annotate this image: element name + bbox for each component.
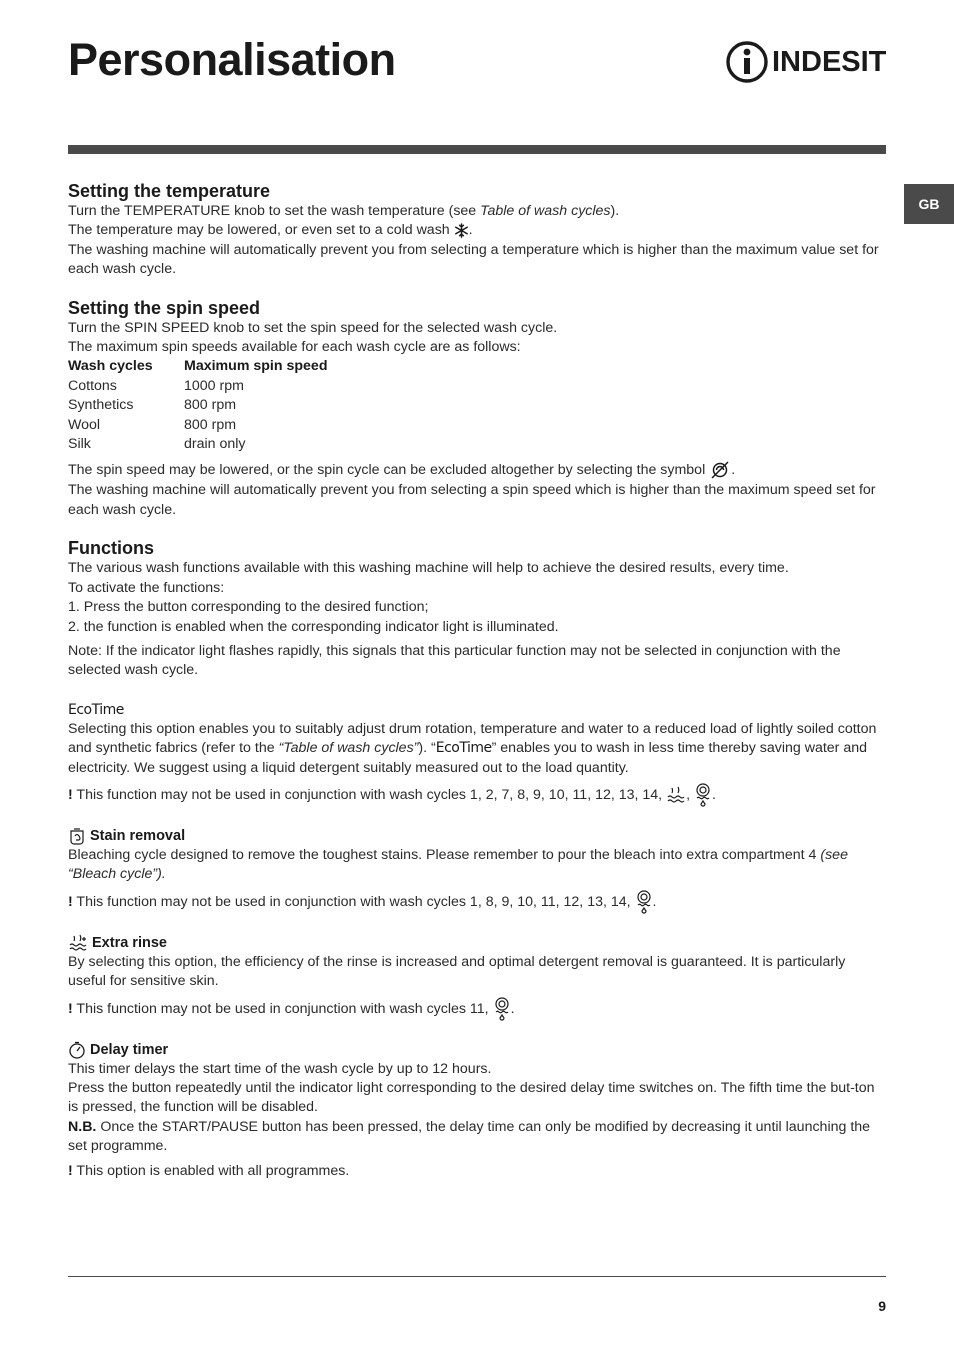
page-number: 9 — [878, 1298, 886, 1314]
table-row — [68, 416, 886, 435]
stain-removal-text: Bleaching cycle designed to remove the toughest stains. Please remember to pour the bleach into extra compartment 4 (see “Bleach cycle”). — [68, 846, 848, 883]
spin-line-4: The washing machine will automatically prevent you from selecting a spin speed which is higher than the maximum speed set for each wash cycle. — [68, 482, 876, 518]
table-header-cell: Maximum spin speed — [184, 358, 328, 375]
table-cell: Synthetics — [68, 397, 134, 414]
functions-line-2: To activate the functions: — [68, 579, 225, 596]
stain-removal-warning: ! This function may not be used in conjunction with wash cycles 1, 8, 9, 10, 11, 12, 13, 14, . — [68, 890, 886, 914]
functions-heading: Functions — [68, 538, 154, 559]
brand-name: INDESIT — [772, 46, 887, 78]
functions-step-1: 1. Press the button corresponding to the desired function; — [68, 599, 429, 616]
spin-heading: Setting the spin speed — [68, 297, 261, 318]
extra-rinse-text: By selecting this option, the efficiency of the rinse is increased and optimal detergent removal is guaranteed. It is particularly useful for sensitive skin. — [68, 953, 846, 990]
indesit-logo-icon — [726, 40, 770, 84]
table-cell: drain only — [184, 436, 246, 453]
drain-icon — [635, 890, 653, 914]
table-cell: Silk — [68, 436, 91, 453]
spin-line-3: The spin speed may be lowered, or the spin cycle can be excluded altogether by selecting the symbol . — [68, 459, 886, 481]
table-row — [68, 435, 886, 454]
delay-timer-nb: N.B. Once the START/PAUSE button has been pressed, the delay time can only be modified by decreasing it until launching the set programme. — [68, 1118, 871, 1155]
language-tab: GB — [904, 184, 954, 224]
page-title: Personalisation — [68, 34, 396, 85]
table-header-cell: Wash cycles — [68, 358, 153, 375]
temperature-heading: Setting the temperature — [68, 181, 271, 201]
drain-icon — [493, 997, 511, 1021]
delay-timer-warning: ! This option is enabled with all programmes. — [68, 1162, 350, 1179]
functions-note: Note: If the indicator light flashes rapidly, this signals that this particular function may not be selected in conjunction with the selected wash cycle. — [68, 642, 841, 679]
table-cell: 1000 rpm — [184, 377, 244, 394]
spin-line-1: Turn the SPIN SPEED knob to set the spin speed for the selected wash cycle. — [68, 319, 558, 336]
header-divider — [68, 145, 886, 154]
delay-timer-title: Delay timer — [68, 1041, 886, 1060]
table-row — [68, 396, 886, 415]
table-header-row — [68, 357, 886, 376]
stain-removal-icon — [68, 827, 86, 846]
table-cell: 800 rpm — [184, 416, 237, 433]
stain-removal-title: Stain removal — [68, 827, 886, 846]
table-cell: Cottons — [68, 377, 117, 394]
delay-timer-line-2: Press the button repeatedly until the indicator light corresponding to the desired delay time switches on. The fifth time the but-ton is pressed, the function will be disabled. — [68, 1079, 875, 1116]
functions-step-2: 2. the function is enabled when the corresponding indicator light is illuminated. — [68, 618, 559, 635]
table-cell: 800 rpm — [184, 397, 237, 414]
ecotime-inline-logo: EcoTime — [435, 740, 492, 757]
footer-divider — [68, 1276, 886, 1277]
delay-timer-line-1: This timer delays the start time of the wash cycle by up to 12 hours. — [68, 1060, 492, 1077]
spin-speed-table — [68, 357, 886, 454]
extra-rinse-warning: ! This function may not be used in conjunction with wash cycles 11, . — [68, 997, 886, 1021]
extra-rinse-icon — [68, 934, 88, 952]
extra-rinse-title: Extra rinse — [68, 934, 886, 953]
no-spin-icon — [709, 459, 731, 481]
snowflake-icon — [454, 223, 469, 238]
functions-line-1: The various wash functions available with this washing machine will help to achieve the desired results, every time. — [68, 560, 789, 577]
ecotime-warning: ! This function may not be used in conjunction with wash cycles 1, 2, 7, 8, 9, 10, 11, 12, 13, 14, , . — [68, 783, 886, 807]
rinse-icon — [666, 786, 686, 804]
table-cell: Wool — [68, 416, 101, 433]
table-row — [68, 377, 886, 396]
main-content — [68, 180, 886, 1181]
ecotime-title — [68, 701, 886, 720]
temperature-line-3: The washing machine will automatically prevent you from selecting a temperature which is higher than the maximum value set for each wash cycle. — [68, 241, 879, 278]
drain-icon — [694, 783, 712, 807]
temperature-line-1: Turn the TEMPERATURE knob to set the wash temperature (see Table of wash cycles). — [68, 203, 620, 219]
ecotime-text: Selecting this option enables you to suitably adjust drum rotation, temperature and water to a reduced load of lightly soiled cotton and synthetic fabrics (refer to the “Table of wash cycles”). “EcoTime” enables you to wash in less time thereby saving water and electricity. We suggest using a liquid detergent suitably measured out to the load quantity. — [68, 720, 877, 776]
indesit-logo — [726, 40, 888, 84]
spin-line-2: The maximum spin speeds available for each wash cycle are as follows: — [68, 339, 521, 356]
ecotime-logo: EcoTime — [68, 701, 124, 718]
clock-icon — [68, 1041, 86, 1059]
temperature-line-2: The temperature may be lowered, or even set to a cold wash . — [68, 222, 473, 239]
